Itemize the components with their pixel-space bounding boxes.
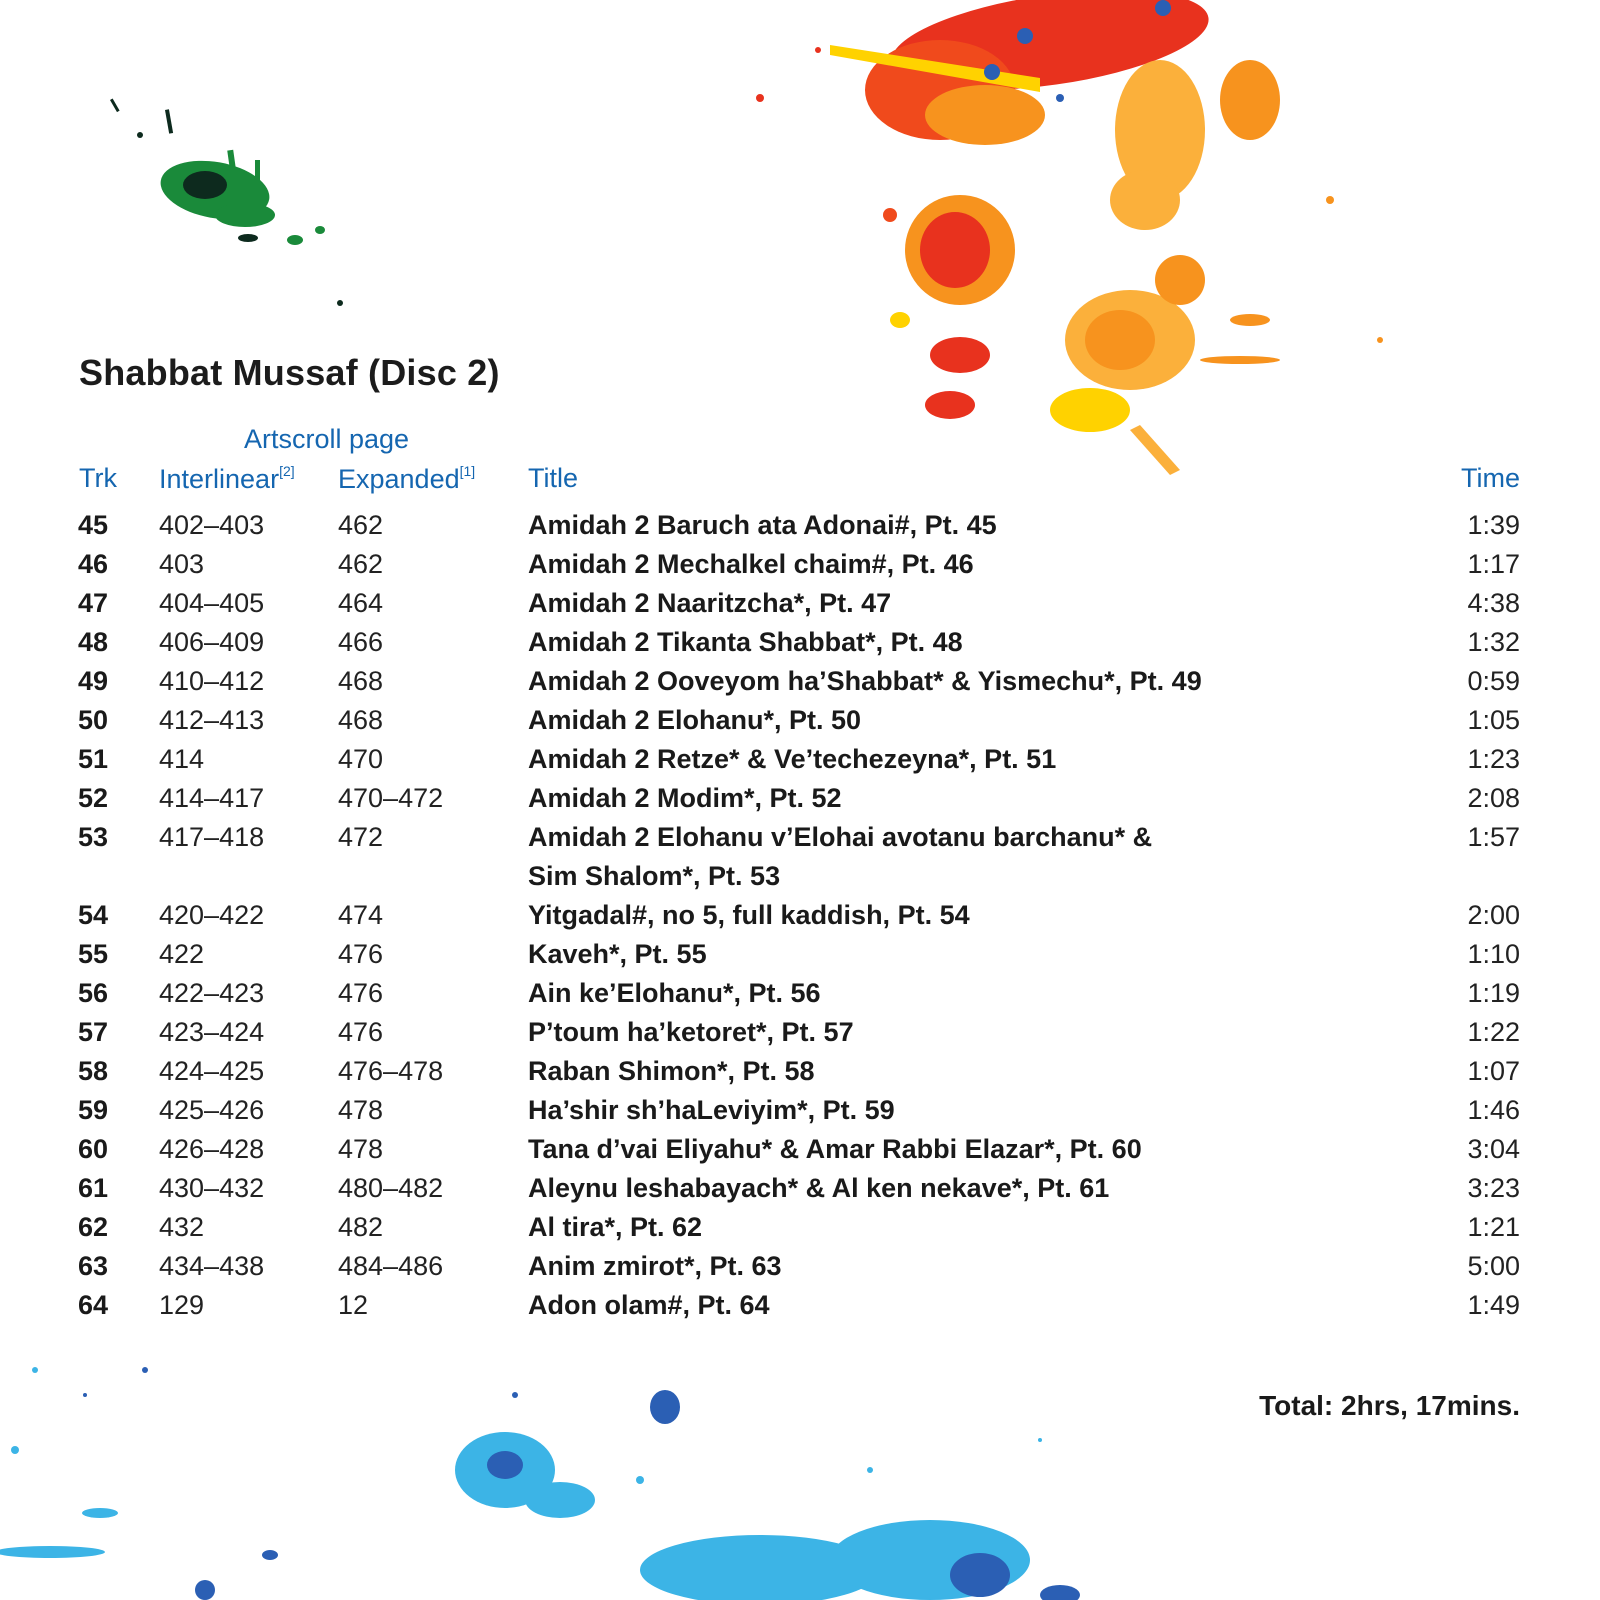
track-title: Amidah 2 Elohanu v’Elohai avotanu barchanu* & Sim Shalom*, Pt. 53 — [528, 822, 1153, 891]
interlinear-page: 426–428 — [159, 1134, 265, 1164]
track-title: Kaveh*, Pt. 55 — [528, 939, 707, 969]
track-number: 53 — [78, 822, 109, 852]
track-time: 1:57 — [1467, 822, 1520, 852]
track-row — [0, 584, 1600, 623]
track-number: 50 — [78, 705, 109, 735]
track-title: Amidah 2 Elohanu*, Pt. 50 — [528, 705, 862, 735]
track-title: Amidah 2 Tikanta Shabbat*, Pt. 48 — [528, 627, 963, 657]
track-title: Amidah 2 Naaritzcha*, Pt. 47 — [528, 588, 892, 618]
track-row — [0, 818, 1600, 896]
expanded-page: 462 — [338, 510, 384, 540]
expanded-header-label: Expanded — [338, 464, 460, 494]
track-time: 3:04 — [1467, 1134, 1520, 1164]
expanded-page: 478 — [338, 1095, 384, 1125]
track-time: 4:38 — [1467, 588, 1520, 618]
expanded-page: 480–482 — [338, 1173, 444, 1203]
paint-splash-top — [0, 0, 1600, 520]
interlinear-page: 414–417 — [159, 783, 265, 813]
track-row — [0, 1091, 1600, 1130]
artscroll-page-header: Artscroll page — [244, 424, 410, 454]
warm-paint-splash — [756, 0, 1383, 475]
track-title: Yitgadal#, no 5, full kaddish, Pt. 54 — [528, 900, 970, 930]
track-time: 1:19 — [1467, 978, 1520, 1008]
blue-paint-splash — [0, 1367, 1080, 1600]
track-number: 62 — [78, 1212, 109, 1242]
interlinear-page: 402–403 — [159, 510, 265, 540]
expanded-page: 478 — [338, 1134, 384, 1164]
title-column-header: Title — [528, 463, 579, 493]
interlinear-page: 129 — [159, 1290, 205, 1320]
interlinear-column-header — [159, 463, 295, 495]
expanded-page: 484–486 — [338, 1251, 444, 1281]
expanded-page: 464 — [338, 588, 384, 618]
track-row — [0, 896, 1600, 935]
track-number: 45 — [78, 510, 109, 540]
expanded-page: 476–478 — [338, 1056, 444, 1086]
interlinear-page: 417–418 — [159, 822, 265, 852]
expanded-page: 468 — [338, 666, 384, 696]
track-row — [0, 1013, 1600, 1052]
interlinear-page: 403 — [159, 549, 205, 579]
track-number: 60 — [78, 1134, 109, 1164]
track-time: 1:49 — [1467, 1290, 1520, 1320]
track-row — [0, 1052, 1600, 1091]
track-row — [0, 623, 1600, 662]
track-time: 1:23 — [1467, 744, 1520, 774]
track-row — [0, 1286, 1600, 1325]
paint-splash-bottom — [0, 1330, 1600, 1600]
expanded-page: 470 — [338, 744, 384, 774]
track-number: 64 — [78, 1290, 109, 1320]
track-title: Amidah 2 Modim*, Pt. 52 — [528, 783, 842, 813]
track-time: 1:32 — [1467, 627, 1520, 657]
track-title: Al tira*, Pt. 62 — [528, 1212, 703, 1242]
track-row — [0, 974, 1600, 1013]
track-title: Tana d’vai Eliyahu* & Amar Rabbi Elazar*, Pt. 60 — [528, 1134, 1142, 1164]
track-row — [0, 545, 1600, 584]
interlinear-page: 404–405 — [159, 588, 265, 618]
interlinear-page: 424–425 — [159, 1056, 265, 1086]
track-title: Amidah 2 Mechalkel chaim#, Pt. 46 — [528, 549, 974, 579]
track-number: 49 — [78, 666, 109, 696]
track-number: 61 — [78, 1173, 109, 1203]
track-title: Adon olam#, Pt. 64 — [528, 1290, 770, 1320]
expanded-page: 476 — [338, 978, 384, 1008]
track-title: P’toum ha’ketoret*, Pt. 57 — [528, 1017, 854, 1047]
track-time: 1:17 — [1467, 549, 1520, 579]
interlinear-page: 423–424 — [159, 1017, 265, 1047]
expanded-column-header — [338, 463, 475, 495]
interlinear-page: 412–413 — [159, 705, 265, 735]
expanded-page: 470–472 — [338, 783, 444, 813]
interlinear-header-label: Interlinear — [159, 464, 280, 494]
track-number: 63 — [78, 1251, 109, 1281]
expanded-page: 472 — [338, 822, 384, 852]
interlinear-page: 422–423 — [159, 978, 265, 1008]
track-title: Aleynu leshabayach* & Al ken nekave*, Pt. 61 — [528, 1173, 1110, 1203]
track-row — [0, 1208, 1600, 1247]
track-column-header: Trk — [79, 463, 117, 493]
interlinear-page: 434–438 — [159, 1251, 265, 1281]
track-time: 0:59 — [1467, 666, 1520, 696]
track-title: Amidah 2 Ooveyom ha’Shabbat* & Yismechu*, Pt. 49 — [528, 666, 1202, 696]
interlinear-page: 406–409 — [159, 627, 265, 657]
track-title: Amidah 2 Retze* & Ve’techezeyna*, Pt. 51 — [528, 744, 1057, 774]
track-time: 1:05 — [1467, 705, 1520, 735]
interlinear-page: 422 — [159, 939, 205, 969]
track-time: 1:22 — [1467, 1017, 1520, 1047]
expanded-page: 474 — [338, 900, 384, 930]
track-number: 59 — [78, 1095, 109, 1125]
track-number: 58 — [78, 1056, 109, 1086]
interlinear-page: 425–426 — [159, 1095, 265, 1125]
track-number: 46 — [78, 549, 109, 579]
track-time: 3:23 — [1467, 1173, 1520, 1203]
expanded-page: 468 — [338, 705, 384, 735]
track-list — [0, 506, 1600, 1325]
page-title: Shabbat Mussaf (Disc 2) — [79, 352, 500, 393]
track-title: Ain ke’Elohanu*, Pt. 56 — [528, 978, 821, 1008]
track-row — [0, 662, 1600, 701]
expanded-footnote-mark: [1] — [459, 463, 476, 479]
track-row — [0, 1247, 1600, 1286]
track-number: 57 — [78, 1017, 109, 1047]
track-number: 56 — [78, 978, 109, 1008]
track-time: 5:00 — [1467, 1251, 1520, 1281]
expanded-page: 12 — [338, 1290, 369, 1320]
track-row — [0, 740, 1600, 779]
track-number: 52 — [78, 783, 109, 813]
track-time: 2:00 — [1467, 900, 1520, 930]
track-row — [0, 701, 1600, 740]
interlinear-page: 430–432 — [159, 1173, 265, 1203]
track-row — [0, 779, 1600, 818]
track-time: 1:46 — [1467, 1095, 1520, 1125]
track-number: 55 — [78, 939, 109, 969]
track-number: 47 — [78, 588, 109, 618]
track-number: 51 — [78, 744, 109, 774]
total-duration: Total: 2hrs, 17mins. — [1259, 1390, 1520, 1421]
expanded-page: 476 — [338, 1017, 384, 1047]
track-time: 1:10 — [1467, 939, 1520, 969]
track-title: Raban Shimon*, Pt. 58 — [528, 1056, 815, 1086]
time-column-header: Time — [1461, 463, 1520, 493]
track-number: 54 — [78, 900, 109, 930]
interlinear-page: 414 — [159, 744, 205, 774]
track-row — [0, 1130, 1600, 1169]
track-time: 2:08 — [1467, 783, 1520, 813]
track-time: 1:07 — [1467, 1056, 1520, 1086]
track-row — [0, 935, 1600, 974]
track-time: 1:39 — [1467, 510, 1520, 540]
interlinear-page: 420–422 — [159, 900, 265, 930]
track-title: Ha’shir sh’haLeviyim*, Pt. 59 — [528, 1095, 895, 1125]
track-row — [0, 506, 1600, 545]
green-paint-splash — [110, 99, 343, 307]
expanded-page: 462 — [338, 549, 384, 579]
track-row — [0, 1169, 1600, 1208]
expanded-page: 476 — [338, 939, 384, 969]
track-time: 1:21 — [1467, 1212, 1520, 1242]
track-title: Anim zmirot*, Pt. 63 — [528, 1251, 782, 1281]
track-number: 48 — [78, 627, 109, 657]
interlinear-footnote-mark: [2] — [279, 463, 295, 479]
expanded-page: 482 — [338, 1212, 384, 1242]
expanded-page: 466 — [338, 627, 384, 657]
interlinear-page: 410–412 — [159, 666, 265, 696]
interlinear-page: 432 — [159, 1212, 205, 1242]
track-title: Amidah 2 Baruch ata Adonai#, Pt. 45 — [528, 510, 997, 540]
